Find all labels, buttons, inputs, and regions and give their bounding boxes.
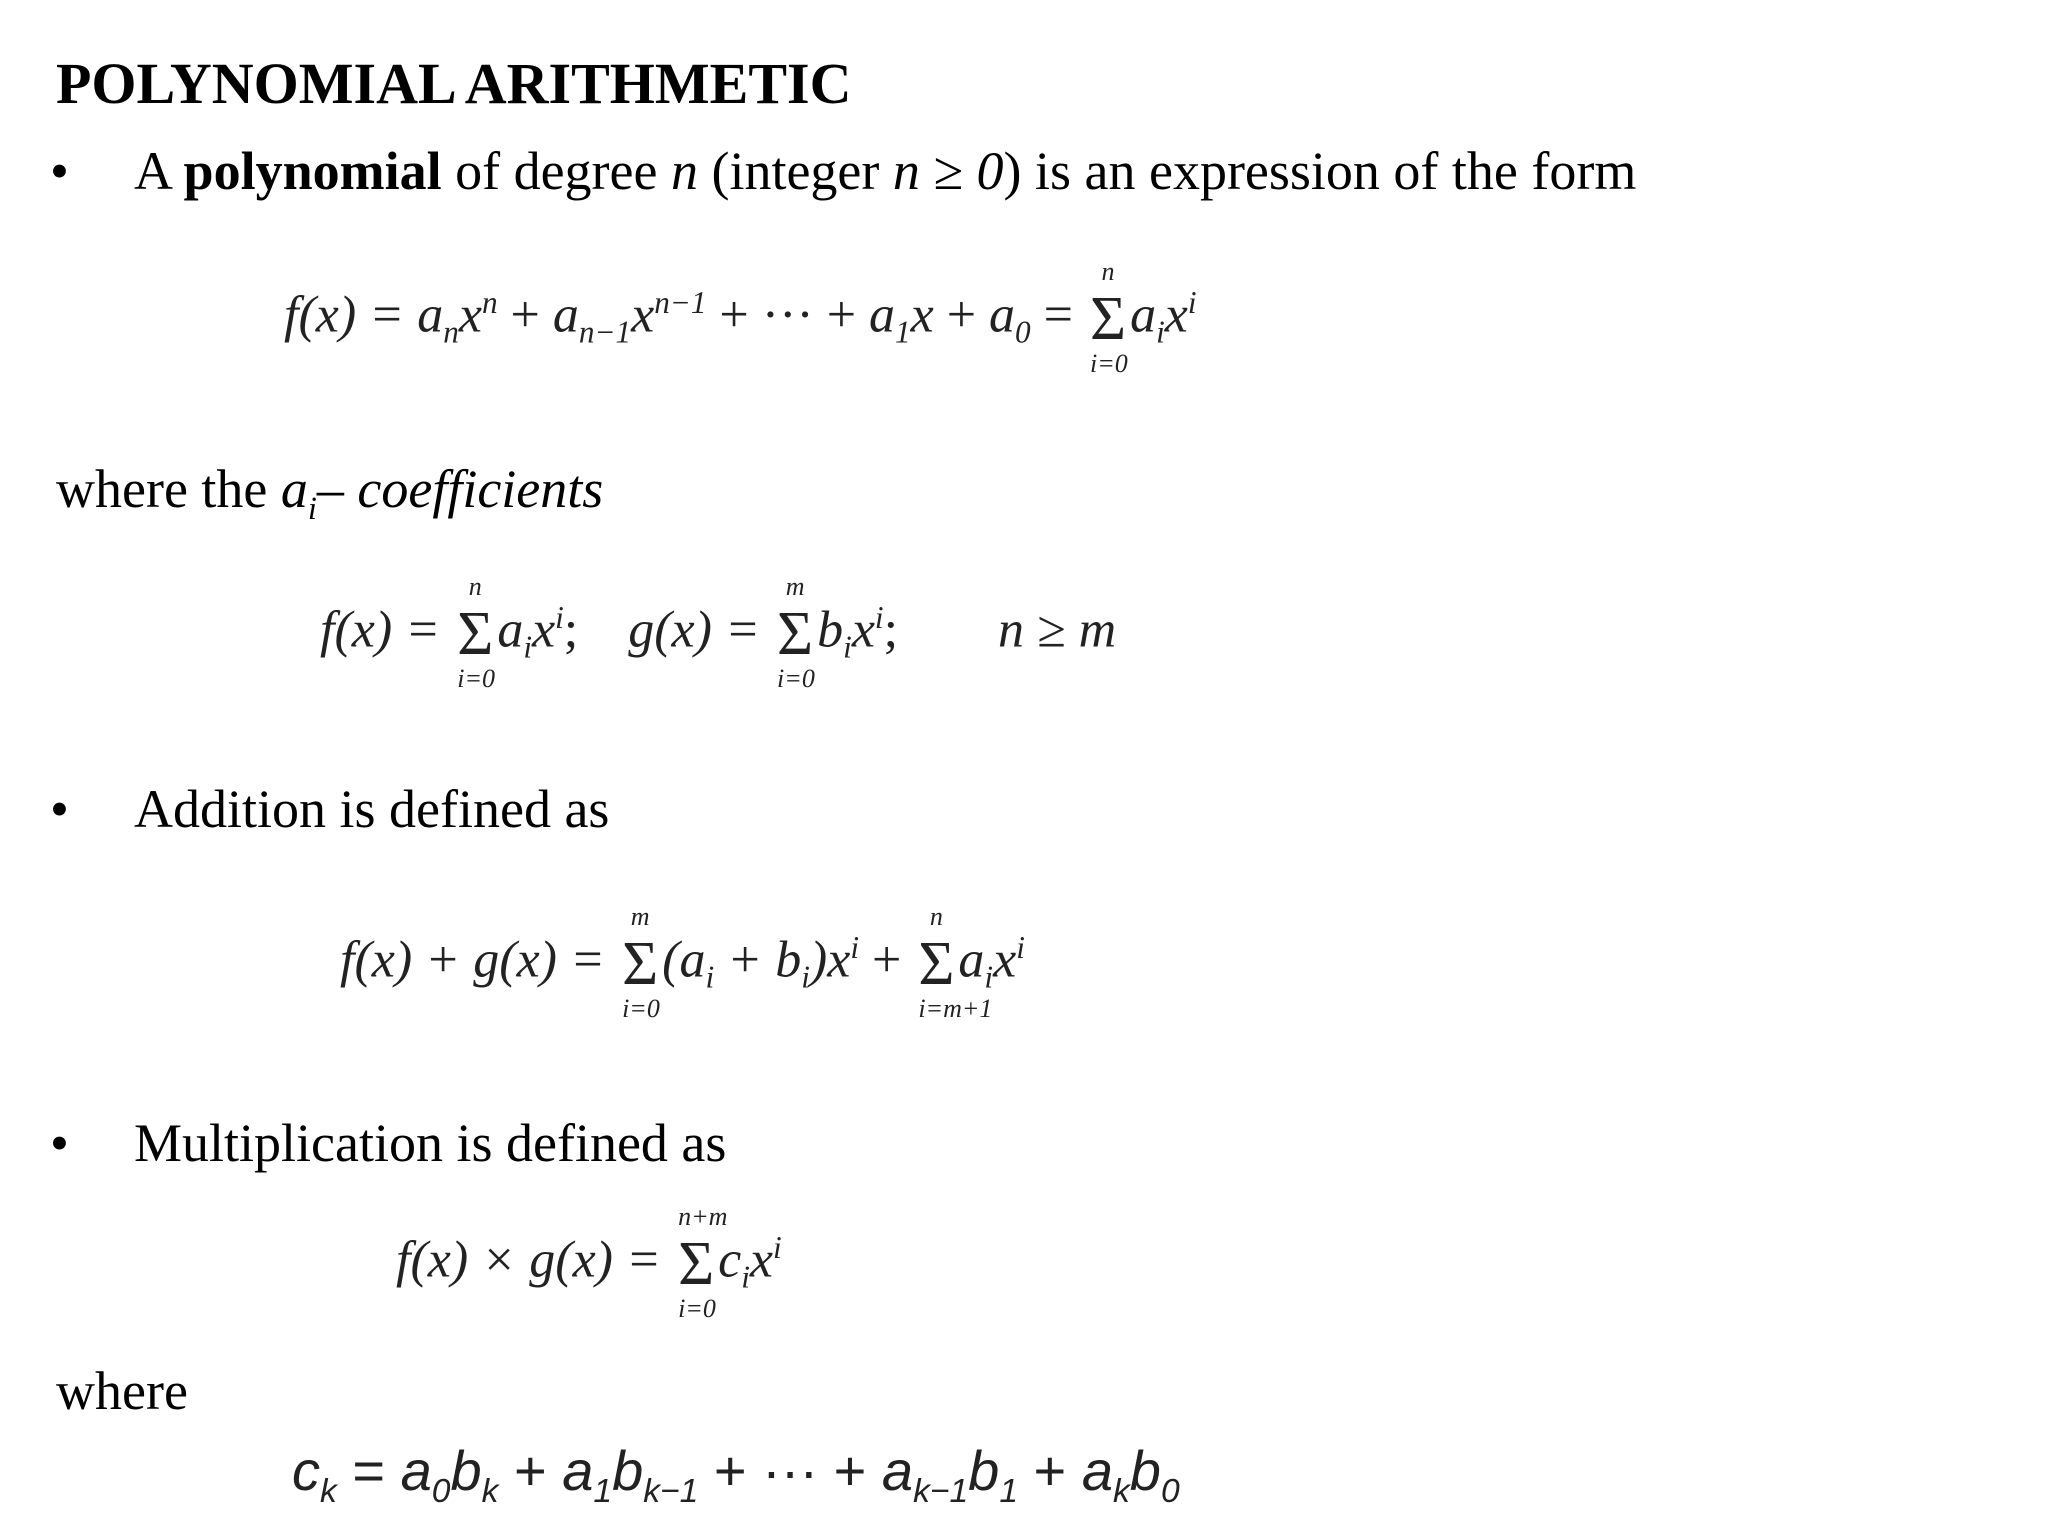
eq1-term3-sub: 1 (895, 314, 911, 350)
eq3-sum2-body-sub: i (984, 959, 994, 995)
eq2-g-body-sup: i (874, 600, 884, 635)
eq2-condition: n ≥ m (998, 601, 1117, 659)
eq1-term1-x: x (458, 286, 482, 344)
eq5-t4-sub2: 0 (1160, 1473, 1180, 1511)
eq3-sum2-body: a (958, 931, 985, 989)
eq1-term1-sup: n (481, 285, 498, 320)
multiplication-label: Multiplication is defined as (134, 1113, 727, 1173)
eq2-f-body-x: x (532, 601, 556, 659)
eq1-term4-sub: 0 (1015, 314, 1031, 350)
eq1-sum-sub: i=0 (1089, 348, 1128, 378)
eq4-sum-body-x: x (749, 1231, 774, 1289)
eq1-sum-body-x: x (1164, 286, 1188, 344)
eq5-t3-sub2: 1 (999, 1473, 1018, 1511)
equation-polynomial-form (284, 257, 1197, 378)
eq1-sum-body-sub: i (1156, 314, 1165, 350)
eq3-sum1-sup: m (630, 902, 650, 932)
eq5-lhs-sub: k (320, 1473, 337, 1511)
eq2-g-body-x: x (851, 601, 875, 659)
eq2-g-end: ; (883, 601, 899, 659)
eq5-t4: a (1081, 1439, 1113, 1502)
eq5-t3-sub1: k−1 (913, 1473, 969, 1511)
eq5-plus2: + (1018, 1439, 1082, 1502)
eq1-sum-sup: n (1101, 257, 1115, 287)
eq1-plus1: + (497, 286, 553, 344)
eq1-term1-sub: n (443, 314, 459, 350)
eq1-term2-x: x (631, 286, 655, 344)
eq2-f-body: a (497, 601, 524, 659)
eq4-lhs: f(x) × g(x) = (396, 1231, 675, 1289)
eq3-sum1-body-sub1: i (705, 959, 715, 995)
eq2-g-summation (777, 572, 815, 693)
eq1-term3: a (869, 286, 896, 344)
eq3-lhs: f(x) + g(x) = (340, 931, 619, 989)
eq5-t3-b: b (968, 1439, 1000, 1502)
bullet-3: • (50, 1113, 69, 1173)
eq4-sum-body-sup: i (773, 1230, 782, 1265)
intro-bold-word: polynomial (183, 141, 442, 201)
where1-prefix: where the (56, 459, 281, 519)
eq1-equals: = (1030, 286, 1086, 344)
sigma-symbol: Σ (777, 600, 814, 669)
where1-var: a (280, 459, 308, 519)
eq2-f-body-sup: i (555, 600, 564, 635)
eq2-g-sub: i=0 (777, 663, 815, 693)
eq2-f-lhs: f(x) = (320, 601, 454, 659)
eq3-plus: + (859, 931, 915, 989)
eq4-summation (678, 1202, 728, 1323)
eq1-term1: a (417, 286, 444, 344)
eq2-f-body-sub: i (523, 629, 533, 665)
eq3-summation-1 (622, 902, 660, 1023)
page-title: POLYNOMIAL ARITHMETIC (56, 51, 852, 116)
eq1-plus2: + (933, 286, 990, 344)
sigma-symbol: Σ (1089, 285, 1127, 354)
eq1-term2-sub: n−1 (578, 314, 632, 350)
eq4-sum-sub: i=0 (678, 1293, 716, 1323)
intro-suffix: ) is an expression of the form (1003, 141, 1637, 201)
eq5-t1: a (400, 1439, 432, 1502)
where1-var-sub: i (307, 490, 317, 527)
equation-addition (340, 902, 1025, 1023)
eq1-term3-x: x (910, 286, 934, 344)
eq3-sum1-body-sup: i (850, 930, 859, 965)
eq1-term2: a (552, 286, 579, 344)
eq5-equals: = (336, 1439, 401, 1502)
eq5-t3: a (881, 1439, 914, 1502)
eq5-mid: + ··· + (698, 1439, 882, 1502)
eq3-sum2-sub: i=m+1 (918, 993, 993, 1023)
addition-label: Addition is defined as (134, 779, 610, 839)
eq5-t1-sub2: k (481, 1473, 499, 1511)
eq2-f-sup: n (468, 572, 482, 602)
eq3-sum1-body-sub2: i (801, 959, 810, 995)
eq1-sum-body-sup: i (1187, 285, 1197, 320)
eq3-sum1-sub: i=0 (622, 993, 660, 1023)
eq5-t4-b: b (1129, 1439, 1161, 1502)
eq4-sum-body: c (718, 1231, 742, 1289)
eq3-sum2-sup: n (929, 902, 943, 932)
where-label: where (56, 1361, 188, 1421)
eq5-lhs: c (292, 1439, 320, 1502)
eq2-f-end: ; (563, 601, 579, 659)
eq2-g-lhs: g(x) = (628, 601, 774, 659)
eq5-t2: a (562, 1439, 594, 1502)
eq1-term4: a (989, 286, 1016, 344)
intro-var-n: n (670, 141, 698, 201)
intro-text (134, 140, 1636, 202)
eq1-term2-sup: n−1 (654, 285, 707, 320)
where1-word: coefficients (357, 459, 604, 519)
where-coefficients (56, 458, 603, 528)
eq2-g-sup: m (785, 572, 805, 602)
eq3-sum2-body-x: x (993, 931, 1017, 989)
eq5-t2-sub1: 1 (593, 1473, 613, 1511)
eq2-g-body: b (817, 601, 844, 659)
sigma-symbol: Σ (457, 600, 494, 669)
eq3-sum1-body-end: )x (809, 931, 851, 989)
eq4-sum-body-sub: i (741, 1259, 750, 1295)
equation-multiplication (396, 1202, 782, 1323)
where1-dash: – (316, 459, 358, 519)
intro-middle: of degree (441, 141, 671, 201)
intro-condition: n ≥ 0 (892, 141, 1004, 201)
equation-ck-definition (292, 1438, 1180, 1511)
eq3-sum1-body: (a (662, 931, 706, 989)
sigma-symbol: Σ (918, 930, 955, 999)
eq1-middle: + ··· + (706, 286, 870, 344)
eq5-t2-sub2: k−1 (643, 1473, 699, 1511)
bullet-1: • (50, 141, 69, 201)
bullet-2: • (50, 779, 69, 839)
eq2-g-body-sub: i (843, 629, 852, 665)
eq1-summation (1089, 257, 1128, 378)
eq5-plus1: + (498, 1439, 563, 1502)
intro-prefix: A (134, 141, 184, 201)
eq2-f-sub: i=0 (457, 663, 496, 693)
eq5-t1-b: b (450, 1439, 482, 1502)
sigma-symbol: Σ (678, 1230, 715, 1299)
equation-f-g-definition (320, 572, 1117, 693)
eq2-f-summation (457, 572, 496, 693)
eq1-sum-body: a (1130, 286, 1157, 344)
sigma-symbol: Σ (622, 930, 659, 999)
eq3-summation-2 (918, 902, 993, 1023)
eq5-t1-sub1: 0 (431, 1473, 451, 1511)
eq4-sum-sup: n+m (678, 1202, 728, 1232)
eq1-lhs: f(x) = (284, 286, 418, 344)
eq3-sum1-body-mid: + b (714, 931, 802, 989)
intro-paren-open: (integer (697, 141, 893, 201)
eq5-t4-sub1: k (1112, 1473, 1130, 1511)
eq5-t2-b: b (612, 1439, 644, 1502)
eq3-sum2-body-sup: i (1016, 930, 1025, 965)
